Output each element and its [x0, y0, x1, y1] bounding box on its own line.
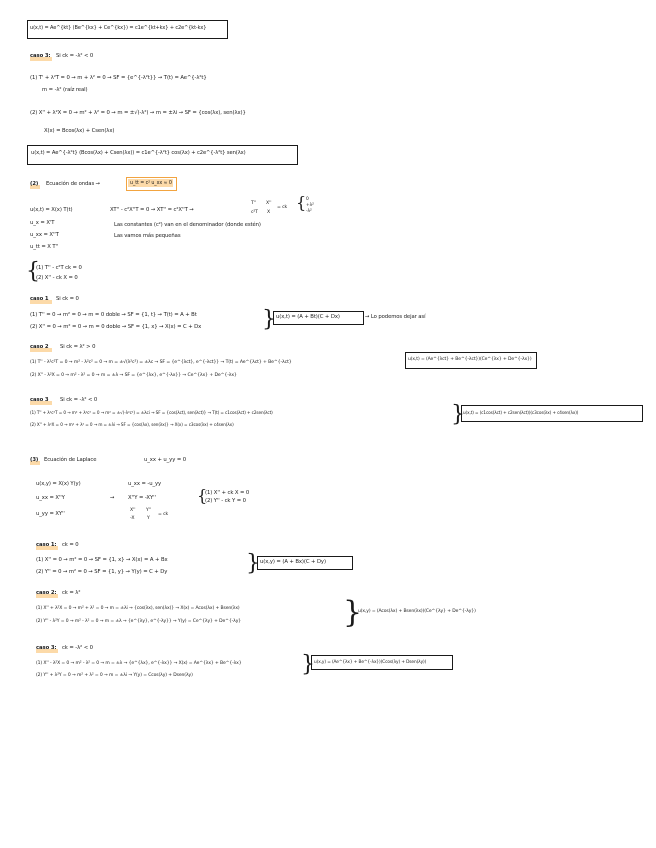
ondas-frac-eq: = ck — [277, 205, 288, 210]
ondas-frac-x-bot: X — [267, 210, 271, 215]
laplace-system-1: (1) X'' + ck X = 0 — [205, 490, 250, 496]
laplace-caso2-result: u(x,y) = (Acos(λx) + Bsen(λx))(Ce^{λy} + De^{-λy}) — [358, 609, 476, 614]
laplace-frac-top-r: Y'' — [146, 508, 152, 513]
top-formula: u(x,t) = Ae^{kt} (Be^{kx} + Ce^{kx}) = c1e^{kt+kx} + c2e^{kt-kx} — [30, 25, 207, 31]
ondas-system-1: (1) T'' - c²T ck = 0 — [36, 265, 82, 271]
ondas-caso3-cond: Si ck = -λ² < 0 — [60, 397, 98, 403]
laplace-label: (3) — [30, 457, 39, 463]
ondas-frac-x-top: X'' — [266, 201, 272, 206]
ondas-caso2-label: caso 2 — [30, 344, 49, 350]
laplace-caso3-result: u(x,y) = (Ae^{λx} + Be^{-λx})(Ccos(λy) + Dsen(λy)) — [314, 660, 427, 665]
heat-caso3-label: caso 3: — [30, 53, 51, 59]
ondas-sep-1: u(x,t) = X(x) T(t) — [30, 207, 73, 213]
ondas-caso1-note: → Lo podemos dejar así — [365, 314, 426, 320]
laplace-frac-top-l: X'' — [130, 508, 136, 513]
ondas-caso3-brace: } — [451, 402, 465, 427]
ondas-frac-bot: c²T — [251, 210, 258, 215]
ondas-caso3-line-1: (1) T'' + λ²c²T = 0 → m² + λ²c² = 0 → m² = ±√(-λ²c²) = ±λci → SF = {cos(λct), sen(λct)} → T(t) = c1cos(λct) + c2sen(λct) — [30, 410, 273, 415]
laplace-caso3-line-1: (1) X'' - λ²X = 0 → m² - λ² = 0 → m = ±λ → {e^{λx}, e^{-λx}} → X(x) = Ae^{λx} + Be^{-λx} — [36, 661, 242, 666]
laplace-caso3-brace: } — [301, 652, 315, 677]
laplace-caso2-brace: } — [343, 595, 363, 630]
heat-caso3-cond: Si ck = -λ² < 0 — [56, 53, 94, 59]
laplace-pde: u_xx + u_yy = 0 — [144, 457, 187, 463]
ondas-note-1: Las constantes (c²) van en el denominador (donde estén) — [114, 222, 261, 228]
laplace-system-2: (2) Y'' - ck Y = 0 — [205, 498, 246, 504]
laplace-arrow: → — [110, 495, 115, 501]
ondas-label: (2) — [30, 181, 39, 187]
laplace-caso1-brace: } — [246, 551, 260, 576]
laplace-sep-3: u_yy = XY'' — [36, 511, 65, 517]
laplace-caso1-line-1: (1) X'' = 0 → m² = 0 → SF = {1, x} → X(x) = A + Bx — [36, 557, 168, 563]
ondas-caso3-line-2: (2) X'' + λ²X = 0 → m² + λ² = 0 → m = ±λi → SF = {cos(λx), sen(λx)} → X(x) = c3cos(λx) + c4sen(λx) — [30, 422, 234, 427]
ondas-note-2: Las vamos más pequeñas — [114, 233, 181, 239]
ondas-caso2-line-1: (1) T'' - λ²c²T = 0 → m² - λ²c² = 0 → m = ±√(λ²c²) = ±λc → SF = {e^{λct}, e^{-λct}} → T(t) = Ae^{λct} + Be^{-λct} — [30, 360, 292, 365]
laplace-caso1-result: u(x,y) = (A + Bx)(C + Dy) — [260, 559, 326, 565]
laplace-frac-bot-r: Y — [147, 516, 150, 521]
laplace-sep-2b: X''Y = -XY'' — [128, 495, 156, 501]
ondas-caso3-label: caso 3 — [30, 397, 49, 403]
laplace-caso1-label: caso 1: — [36, 542, 57, 548]
laplace-caso1-cond: ck = 0 — [62, 542, 79, 548]
laplace-system-brace: { — [197, 486, 208, 505]
laplace-caso1-line-2: (2) Y'' = 0 → m² = 0 → SF = {1, y} → Y(y) = C + Dy — [36, 569, 168, 575]
laplace-title: Ecuación de Laplace — [44, 457, 97, 463]
laplace-caso3-cond: ck = -λ² < 0 — [62, 645, 93, 651]
laplace-caso2-line-2: (2) Y'' - λ²Y = 0 → m² - λ² = 0 → m = ±λ → {e^{λy}, e^{-λy}} → Y(y) = Ce^{λy} + De^{-λy} — [36, 619, 242, 624]
heat-result: u(x,t) = Ae^{-λ²t} (Bcos(λx) + Csen(λx)) = c1e^{-λ²t} cos(λx) + c2e^{-λ²t} sen(λx) — [31, 150, 246, 156]
ondas-caso2-result: u(x,t) = (Ae^{λct} + Be^{-λct})(Ce^{λx} + De^{-λx}) — [408, 357, 532, 362]
laplace-caso2-label: caso 2: — [36, 590, 57, 596]
ondas-title: Ecuación de ondas → — [46, 181, 101, 187]
laplace-caso2-cond: ck = λ² — [62, 590, 81, 596]
ondas-caso1-result: u(x,t) = (A + Bt)(C + Dx) — [276, 314, 340, 320]
ondas-frac-top: T'' — [251, 201, 257, 206]
ondas-case-neg: -λ² — [306, 209, 312, 214]
ondas-caso1-line-2: (2) X'' = 0 → m² = 0 → m = 0 doble → SF = {1, x} → X(x) = C + Dx — [30, 324, 202, 330]
ondas-caso1-label: caso 1 — [30, 296, 49, 302]
laplace-caso3-line-2: (2) Y'' + λ²Y = 0 → m² + λ² = 0 → m = ±λi → Y(y) = Ccos(λy) + Dsen(λy) — [36, 673, 193, 678]
ondas-caso2-line-2: (2) X'' - λ²X = 0 → m² - λ² = 0 → m = ±λ → SF = {e^{λx}, e^{-λx}} → Ce^{λx} + De^{-λx} — [30, 373, 237, 378]
laplace-caso3-label: caso 3: — [36, 645, 57, 651]
ondas-caso3-result: u(x,t) = (c1cos(λct) + c2sen(λct))(c3cos(λx) + c4sen(λx)) — [463, 410, 579, 415]
laplace-frac-bot-l: -X — [130, 516, 135, 521]
ondas-case-0: 0 — [306, 197, 309, 202]
laplace-caso2-line-1: (1) X'' + λ²X = 0 → m² + λ² = 0 → m = ±λi → {cos(λx), sen(λx)} → X(x) = Acos(λx) + Bsen(λx) — [36, 606, 240, 611]
ondas-caso1-brace: } — [262, 307, 276, 332]
ondas-sep-3: u_xx = X''T — [30, 232, 59, 238]
laplace-sep-2: u_xx = X''Y — [36, 495, 65, 501]
ondas-system-brace: { — [26, 259, 40, 284]
ondas-sep-eq: XT'' - c²X''T = 0 → XT'' = c²X''T → — [110, 207, 194, 213]
heat-line-1: (1) T' + λ²T = 0 → m + λ² = 0 → SF = {e^{-λ²t}} → T(t) = Ae^{-λ²t} — [30, 75, 207, 81]
ondas-case-pos: +λ² — [306, 203, 314, 208]
heat-line-3: X(x) = Bcos(λx) + Csen(λx) — [44, 128, 115, 134]
ondas-caso1-line-1: (1) T'' = 0 → m² = 0 → m = 0 doble → SF = {1, t} → T(t) = A + Bt — [30, 312, 197, 318]
ondas-caso1-cond: Si ck = 0 — [56, 296, 79, 302]
heat-line-2: (2) X'' + λ²X = 0 → m² + λ² = 0 → m = ±√(-λ²) → m = ±λi → SF = {cos(λx), sen(λx)} — [30, 110, 246, 116]
laplace-sep-1b: u_xx = -u_yy — [128, 481, 162, 487]
ondas-pde: u_tt = c² u_xx ≈ 0 — [130, 181, 172, 186]
ondas-system-2: (2) X'' - ck X = 0 — [36, 275, 78, 281]
laplace-frac-eq: = ck — [158, 512, 169, 517]
ondas-caso2-cond: Si ck = λ² > 0 — [60, 344, 96, 350]
ondas-sep-4: u_tt = X T'' — [30, 244, 59, 250]
ondas-cases-brace: { — [296, 193, 307, 212]
ondas-sep-2: u_x = X'T — [30, 220, 55, 226]
heat-line-1b: m = -λ² (raíz real) — [42, 87, 88, 93]
laplace-sep-1: u(x,y) = X(x) Y(y) — [36, 481, 81, 487]
